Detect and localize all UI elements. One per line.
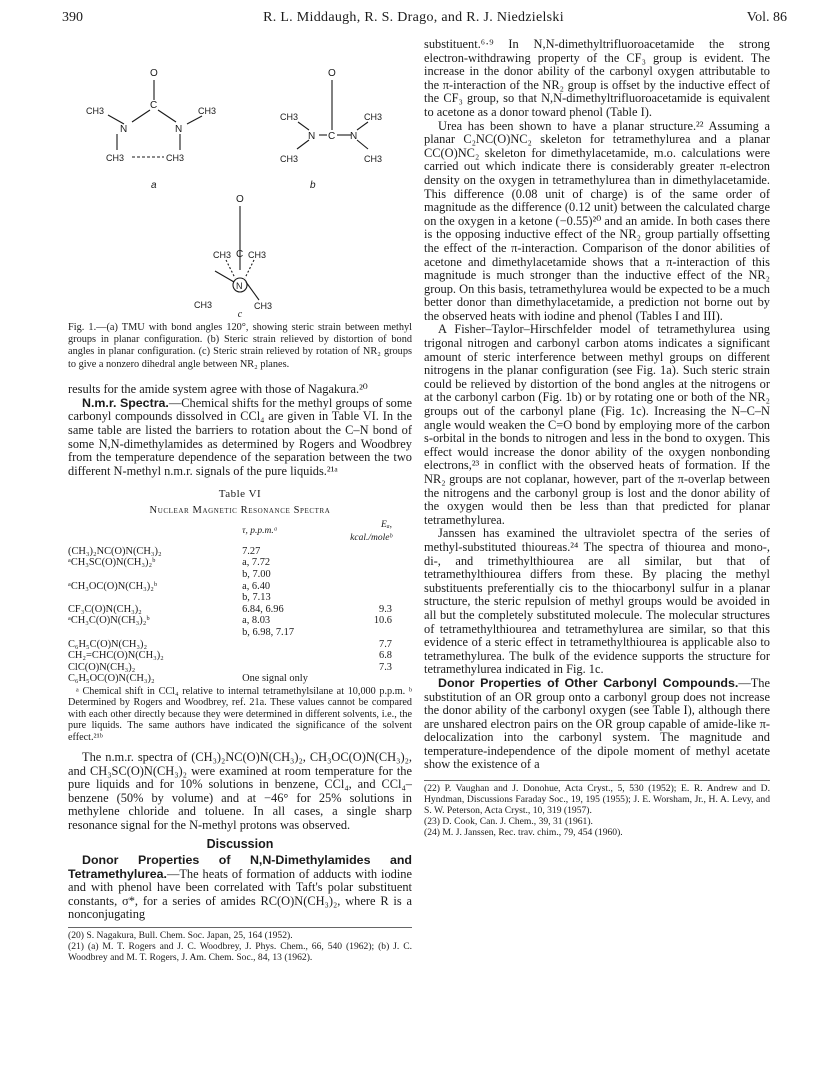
table-cell-compound: CF₃C(O)N(CH₃)₂	[68, 603, 142, 615]
table-cell-compound: ᵃCH₃OC(O)N(CH₃)₂ᵇ	[68, 580, 158, 592]
table-cell-compound: C₆H₅OC(O)N(CH₃)₂	[68, 673, 155, 685]
table-cell-shift	[242, 639, 350, 651]
table-row	[68, 546, 412, 558]
methyl-c-3: CH3	[194, 300, 213, 310]
reference-20: (20) S. Nagakura, Bull. Chem. Soc. Japan, 25, 164 (1952).	[68, 930, 293, 942]
table-cell-energy: 7.7	[379, 638, 392, 650]
atom-n-b-left: N	[308, 131, 316, 142]
table-cell-energy: 9.3	[379, 603, 392, 615]
atom-c-b: C	[328, 131, 336, 142]
table-cell-shift: a, 8.03	[242, 615, 271, 627]
running-header	[0, 10, 827, 30]
paragraph-right-2: Urea has been shown to have a planar structure.²² Assuming a planar C₂NC(O)NC₂ skeleton for tetramethylurea and a planar CC(O)NC₂ skeleton for dimethylacetamide, m.o. calculations were carried out which indicate there is considerably greater π-electron density on the oxygen in tetramethylurea than in dimethylacetamide. This difference (0.08 unit of charge) is of the same order of magnitude as the difference (0.12 unit) between the calculated charge on the oxygen in a ketone (−0.55)²⁰ and an amide. In both cases there is the opposing inductive effect of the NR₂ group partially offsetting the effect of the π-interaction. Comparison of the donor abilities of acetone and dimethylacetamide shows that a π-interaction of this magnitude is much stronger than the inductive effect of the NR₂ group. On this basis, tetramethylurea would be expected to be a much better donor than dimethylacetamide, a prediction not borne out by the observed heats with iodine and phenol (Tables I and III).	[424, 118, 770, 323]
table-cell-shift: One signal only	[242, 673, 308, 685]
right-footnotes	[424, 780, 770, 838]
paragraph-right-3: A Fisher–Taylor–Hirschfelder model of tetramethylurea using trigonal nitrogen and carbonyl carbon atoms indicates a significant amount of steric interference between methyl groups on different nitrogens in the planar configuration (see Fig. 1a). Such steric strain could be relieved by distortion of the bond angles at the nitrogens or at the carbonyl carbon (Fig. 1b) or by rotating one or both of the NR₂ groups out of the carbonyl plane (Fig. 1c). Increasing the N–C–N angle would weaken the C=O bond by employing more of the carbon s-orbital in the bonds to nitrogen and less in the bond to oxygen. This effect would increase the donor ability of the oxygen nonbonding electrons,²³ in conflict with the observed heats of formation. If the NR₂ groups are not coplanar, however, part of the π-overlap between the nitrogens and the carbonyl group is lost and the donor ability of the oxygen would then be less than that predicted for planar tetramethylurea.	[424, 322, 770, 527]
table-header-energy: Eₐ, kcal./moleᵇ	[350, 519, 392, 544]
atom-o-c: O	[236, 194, 244, 205]
paragraph-right-5: —The substitution of an OR group onto a carbonyl group does not increase the donor ability of the carbonyl oxygen (see Table I), although there are unshared electron pairs on the OR group capable of amide-like π-delocalization into the carbonyl system. The magnitude and temperature-independence of the dipole moment of methyl acetate show the existence of a	[424, 675, 770, 772]
table-cell-shift	[242, 662, 350, 674]
table-header-row	[68, 519, 412, 546]
table-footnote: ᵃ Chemical shift in CCl₄ relative to internal tetramethylsilane at 10,000 p.p.m. ᵇ Determined by Rogers and Woodbrey, ref. 21a. These values cannot be compared with each other directly because they were determined in different solvents, i.e., the pure liquids. The same authors have indicated the significance of the solvent effect.²¹ᵇ	[68, 685, 412, 743]
atom-n-a-left: N	[120, 124, 128, 135]
table-footnotes	[68, 686, 412, 743]
page-number: 390	[62, 10, 83, 25]
table-cell-energy: 6.8	[379, 650, 392, 662]
table-cell-shift	[242, 650, 350, 662]
methyl-c-1: CH3	[213, 250, 232, 260]
table-title: Table VI	[218, 488, 262, 501]
table-cell-shift: a, 7.72	[242, 557, 271, 569]
right-column	[424, 38, 770, 838]
table-cell-energy	[350, 546, 412, 558]
table-cell-compound: (CH₃)₂NC(O)N(CH₃)₂	[68, 545, 162, 557]
structure-diagrams	[68, 38, 412, 310]
panel-label-c-text: c	[237, 309, 243, 320]
figure-caption: Fig. 1.—(a) TMU with bond angles 120°, showing steric strain between methyl groups in planar configuration. (b) Steric strain relieved by distortion of bond angles in planar configuration. (c) Steric strain relieved by rotation of NR₂ groups to give a nonzero dihedral angle between NR₂ planes.	[68, 321, 412, 370]
structure-a	[108, 80, 202, 157]
table-row	[68, 627, 412, 639]
table-cell-compound: CH₂=CHC(O)N(CH₃)₂	[68, 650, 164, 662]
methyl-b-2: CH3	[364, 112, 383, 122]
reference-22: (22) P. Vaughan and J. Donohue, Acta Cryst., 5, 530 (1952); E. R. Andrew and D. Hyndman, Discussions Faraday Soc., 19, 195 (1955); J. E. Worsham, Jr., H. A. Levy, and S. W. Peterson, Acta Cryst., 10, 319 (1957).	[424, 783, 770, 817]
paragraph-right-1: substituent.⁶·⁹ In N,N-dimethyltrifluoroacetamide the strong electron-withdrawing property of the CF₃ group is evident. The increase in the donor ability of the carbonyl oxygen attributable to the π-interaction of the NR₂ group is offset by the inductive effect of the CF₃ group, so that N,N-dimethyltrifluoroacetamide is equivalent to acetone as a donor toward phenol (Table I).	[424, 37, 770, 119]
table-header-shift: τ, p.p.m.ᵃ	[242, 526, 278, 537]
methyl-b-3: CH3	[280, 154, 299, 164]
methyl-a-2: CH3	[198, 106, 217, 116]
atom-o-b: O	[328, 68, 336, 79]
table-cell-energy	[350, 592, 412, 604]
table-cell-energy	[350, 569, 412, 581]
panel-label-b: b	[310, 180, 316, 191]
methyl-b-1: CH3	[280, 112, 299, 122]
table-row	[68, 604, 412, 616]
table-cell-compound: ᵃCH₃C(O)N(CH₃)₂ᵇ	[68, 615, 150, 627]
methyl-a-4: CH3	[166, 153, 185, 163]
reference-23: (23) D. Cook, Can. J. Chem., 39, 31 (1961).	[424, 816, 593, 828]
heading-donor-carbonyl: Donor Properties of Other Carbonyl Compounds.	[438, 675, 739, 690]
table-row	[68, 673, 412, 685]
table-row	[68, 592, 412, 604]
atom-c-c: C	[236, 249, 244, 260]
methyl-b-4: CH3	[364, 154, 383, 164]
table-cell-shift: b, 7.13	[242, 592, 271, 604]
table-cell-shift: 6.84, 6.96	[242, 603, 284, 615]
atom-o-a: O	[150, 68, 158, 79]
table-cell-energy	[350, 581, 412, 593]
reference-21: (21) (a) M. T. Rogers and J. C. Woodbrey, J. Phys. Chem., 66, 540 (1962); (b) J. C. Woodbrey and M. T. Rogers, J. Am. Chem. Soc., 84, 13 (1962).	[68, 941, 412, 964]
table-subtitle: Nuclear Magnetic Resonance Spectra	[149, 504, 331, 516]
atom-n-c: N	[236, 281, 243, 291]
table-cell-compound: C₆H₅C(O)N(CH₃)₂	[68, 638, 148, 650]
paragraph-left-2: —Chemical shifts for the methyl groups of some carbonyl compounds dissolved in CCl₄ are given in Table VI. In the same table are listed the barriers to rotation about the C–N bond of some N,N-dimethylamides as determined by Rogers and Woodbrey from the temperature dependence of the separation between the two different N-methyl n.m.r. signals of the pure liquids.²¹ᵃ	[68, 395, 412, 478]
section-heading-discussion: Discussion	[206, 837, 274, 852]
methyl-a-1: CH3	[86, 106, 105, 116]
nmr-table	[68, 519, 412, 685]
volume-label: Vol. 86	[746, 10, 787, 25]
table-row	[68, 650, 412, 662]
atom-n-b-right: N	[350, 131, 358, 142]
reference-24: (24) M. J. Janssen, Rec. trav. chim., 79, 454 (1960).	[424, 827, 623, 839]
table-cell-shift: 7.27	[242, 545, 261, 557]
atom-n-a-right: N	[175, 124, 183, 135]
table-cell-shift: b, 6.98, 7.17	[242, 626, 295, 638]
table-row	[68, 639, 412, 651]
paragraph-right-4: Janssen has examined the ultraviolet spectra of the series of methyl-substituted thioureas.²⁴ The spectra of thiourea and mono-, di-, and trimethylthiourea are all similar, but that of tetramethylthiourea differs from these. By placing the methyl substituents preferentially cis to the thiocarbonyl sulfur in a planar structure, the steric repulsion of methyl groups would be avoided in all but the completely substituted molecule. The molecular structures of tetramethylthiourea and tetramethylurea are similar, so that this evidence of a steric effect in tetramethylthiourea is applicable also to tetramethylurea. The bulk of the evidence supports the structure for tetramethylurea indicated in Fig. 1c.	[424, 526, 770, 677]
methyl-c-4: CH3	[254, 301, 273, 310]
table-cell-energy	[350, 673, 412, 685]
paragraph-left-4: —The heats of formation of adducts with iodine and with phenol have been correlated with Taft's polar substituent constants, σ*, for a series of amides RC(O)N(CH₃)₂, where R is a nonconjugating	[68, 866, 412, 922]
figure-1	[68, 38, 412, 310]
table-cell-compound	[68, 592, 242, 604]
table-cell-energy	[350, 557, 412, 569]
heading-nmr-spectra: N.m.r. Spectra.	[82, 395, 169, 410]
paragraph-left-3: The n.m.r. spectra of (CH₃)₂NC(O)N(CH₃)₂, CH₃OC(O)N(CH₃)₂, and CH₃SC(O)N(CH₃)₂ were examined at room temperature for the pure liquids and for 10% solutions in benzene, CCl₄, and CCl₄–benzene (50% by volume) and at −46° for 25% solutions in methylene chloride and toluene. In all cases, a single sharp resonance signal for the N-methyl protons was observed.	[68, 749, 412, 832]
table-body	[68, 546, 412, 685]
methyl-a-3: CH3	[106, 153, 125, 163]
table-cell-shift: b, 7.00	[242, 568, 271, 580]
heading-donor-amides: Donor Properties of N,N-Dimethylamides and Tetramethylurea.	[68, 853, 412, 881]
paragraph-left-1: results for the amide system agree with those of Nagakura.²⁰	[68, 382, 368, 397]
table-cell-energy: 10.6	[373, 615, 392, 627]
table-cell-compound: ClC(O)N(CH₃)₂	[68, 661, 136, 673]
table-cell-compound: ᵃCH₃SC(O)N(CH₃)₂ᵇ	[68, 557, 156, 569]
table-cell-compound	[68, 569, 242, 581]
methyl-c-2: CH3	[248, 250, 267, 260]
left-column	[68, 38, 412, 963]
table-row	[68, 557, 412, 569]
table-cell-energy	[350, 627, 412, 639]
left-footnotes	[68, 927, 412, 963]
atom-c-a: C	[150, 100, 158, 111]
table-cell-shift: a, 6.40	[242, 580, 271, 592]
table-row	[68, 581, 412, 593]
table-row	[68, 662, 412, 674]
running-authors: R. L. Middaugh, R. S. Drago, and R. J. Niedzielski	[263, 10, 564, 25]
table-row	[68, 615, 412, 627]
table-row	[68, 569, 412, 581]
panel-label-a: a	[151, 180, 157, 191]
table-header-compound	[68, 519, 242, 546]
table-cell-compound	[68, 627, 242, 639]
table-cell-energy: 7.3	[379, 661, 392, 673]
